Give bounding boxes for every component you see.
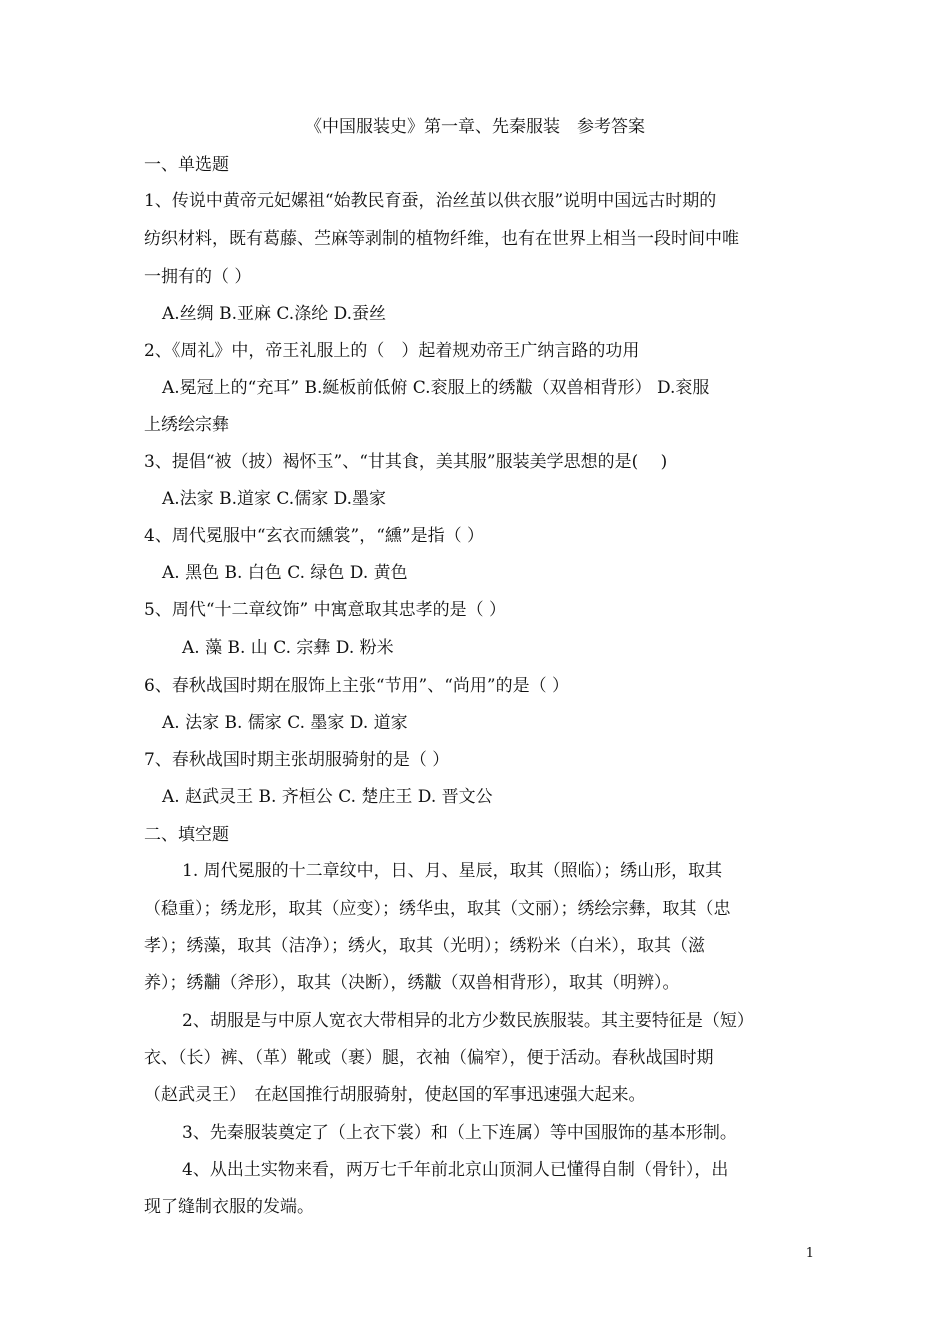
page-number: 1 <box>805 1246 814 1261</box>
fill-in-2-line-3: （赵武灵王） 在赵国推行胡服骑射，使赵国的军事迅速强大起来。 <box>144 1085 646 1105</box>
fill-in-4-line-2: 现了缝制衣服的发端。 <box>144 1197 314 1217</box>
question-1-line-2: 纺织材料，既有葛藤、苎麻等剥制的植物纤维，也有在世界上相当一段时间中唯 <box>144 229 739 249</box>
page-title: 《中国服装史》第一章、先秦服装 参考答案 <box>305 117 645 137</box>
question-1-line-3: 一拥有的（ ） <box>144 267 252 287</box>
question-1-line-1: 1、传说中黄帝元妃嫘祖“始教民育蚕，治丝茧以供衣服”说明中国远古时期的 <box>144 191 717 211</box>
question-1-options: A.丝绸 B.亚麻 C.涤纶 D.蚕丝 <box>162 304 387 324</box>
question-4-options: A. 黑色 B. 白色 C. 绿色 D. 黄色 <box>162 563 408 583</box>
question-5-line-1: 5、周代“十二章纹饰” 中寓意取其忠孝的是（ ） <box>144 600 507 620</box>
question-3-line-1: 3、提倡“被（披）褐怀玉”、“甘其食，美其服”服装美学思想的是( ) <box>144 452 668 472</box>
fill-in-1-line-4: 养）；绣黼（斧形），取其（决断），绣黻（双兽相背形），取其（明辨）。 <box>144 973 680 993</box>
question-7-line-1: 7、春秋战国时期主张胡服骑射的是（ ） <box>144 750 450 770</box>
fill-in-1-line-3: 孝）；绣藻，取其（洁净）；绣火，取其（光明）；绣粉米（白米），取其（滋 <box>144 936 705 956</box>
question-2-options-line-1: A.冕冠上的“充耳” B.綖板前低俯 C.衮服上的绣黻（双兽相背形） D.衮服 <box>162 378 710 398</box>
section-heading-single-choice: 一、单选题 <box>144 155 229 175</box>
fill-in-4-line-1: 4、从出土实物来看，两万七千年前北京山顶洞人已懂得自制（骨针），出 <box>182 1160 729 1180</box>
fill-in-3-line-1: 3、先秦服装奠定了（上衣下裳）和（上下连属）等中国服饰的基本形制。 <box>182 1123 737 1143</box>
question-3-options: A.法家 B.道家 C.儒家 D.墨家 <box>162 489 387 509</box>
question-5-options: A. 藻 B. 山 C. 宗彝 D. 粉米 <box>182 638 394 658</box>
question-2-options-line-2: 上绣绘宗彝 <box>144 415 229 435</box>
fill-in-1-line-2: （稳重）；绣龙形，取其（应变）；绣华虫，取其（文丽）；绣绘宗彝，取其（忠 <box>144 899 731 919</box>
section-heading-fill-in: 二、填空题 <box>144 825 229 845</box>
question-6-options: A. 法家 B. 儒家 C. 墨家 D. 道家 <box>162 713 408 733</box>
fill-in-1-line-1: 1. 周代冕服的十二章纹中，日、月、星辰，取其（照临）；绣山形，取其 <box>182 861 723 881</box>
question-2-line-1: 2、《周礼》中，帝王礼服上的（ ）起着规劝帝王广纳言路的功用 <box>144 341 640 361</box>
question-7-options: A. 赵武灵王 B. 齐桓公 C. 楚庄王 D. 晋文公 <box>162 787 493 807</box>
fill-in-2-line-2: 衣、（长）裤、（革）靴或（裹）腿，衣袖（偏窄），便于活动。春秋战国时期 <box>144 1048 714 1068</box>
question-4-line-1: 4、周代冕服中“玄衣而纁裳”，“纁”是指（ ） <box>144 526 484 546</box>
question-6-line-1: 6、春秋战国时期在服饰上主张“节用”、“尚用”的是（ ） <box>144 676 569 696</box>
fill-in-2-line-1: 2、胡服是与中原人宽衣大带相异的北方少数民族服装。其主要特征是（短） <box>182 1011 754 1031</box>
